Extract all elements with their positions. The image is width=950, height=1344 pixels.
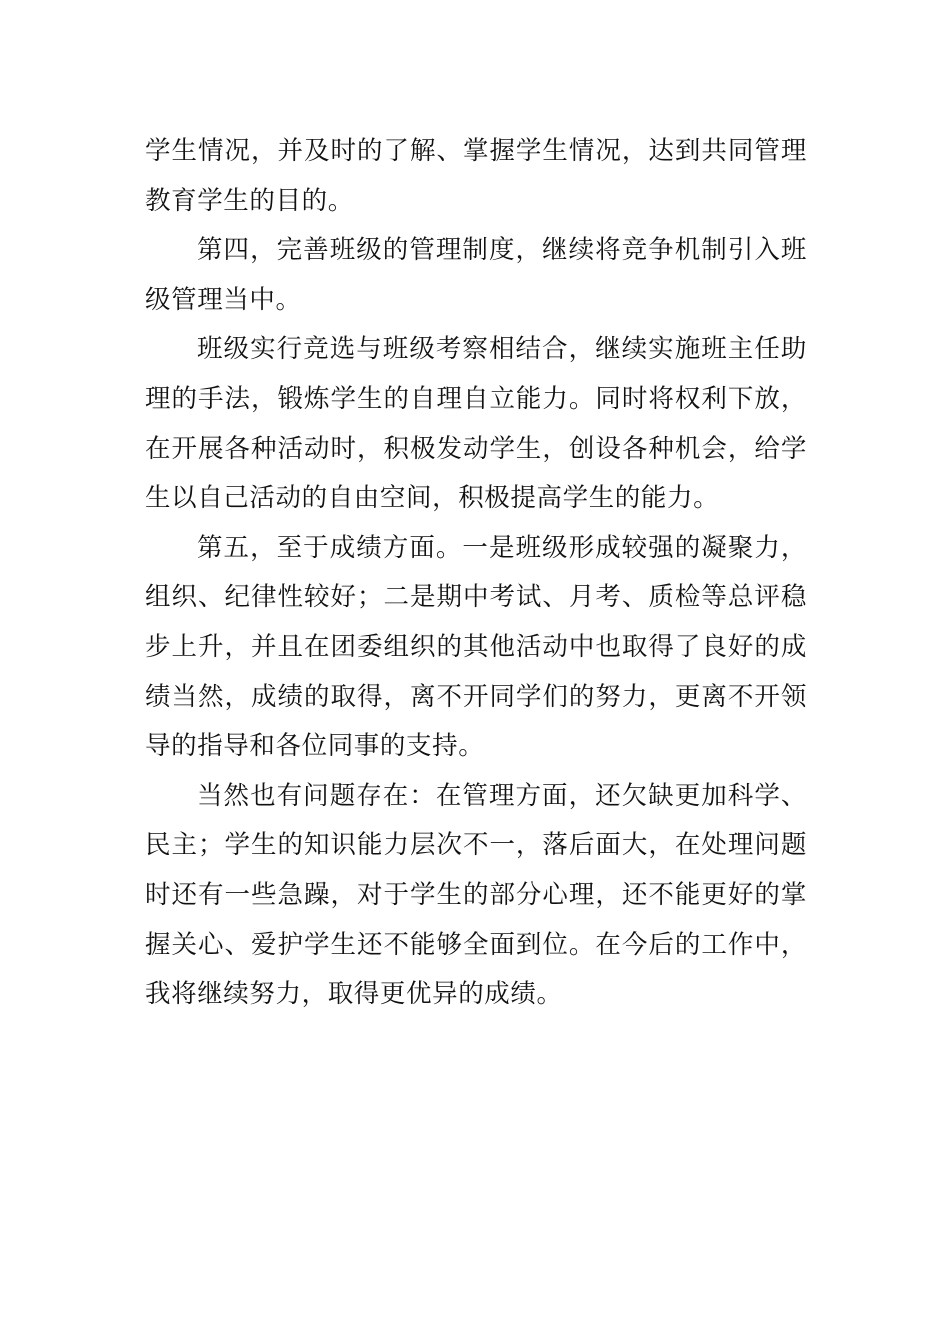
paragraph-point-four: 第四，完善班级的管理制度，继续将竞争机制引入班级管理当中。 [145, 235, 807, 315]
paragraph-problems: 当然也有问题存在：在管理方面，还欠缺更加科学、民主；学生的知识能力层次不一，落后面大，在处理问题时还有一些急躁，对于学生的部分心理，还不能更好的掌握关心、爱护学生还不能够全面到位。在今后的工作中，我将继续努力，取得更优异的成绩。 [145, 780, 807, 1010]
document-body [145, 127, 807, 1020]
paragraph-point-five: 第五，至于成绩方面。一是班级形成较强的凝聚力，组织、纪律性较好；二是期中考试、月考、质检等总评稳步上升，并且在团委组织的其他活动中也取得了良好的成绩当然，成绩的取得，离不开同学们的努力，更离不开领导的指导和各位同事的支持。 [145, 532, 807, 762]
paragraph-continuation: 学生情况，并及时的了解、掌握学生情况，达到共同管理教育学生的目的。 [145, 136, 807, 216]
paragraph-class-election: 班级实行竞选与班级考察相结合，继续实施班主任助理的手法，锻炼学生的自理自立能力。同时将权利下放，在开展各种活动时，积极发动学生，创设各种机会，给学生以自己活动的自由空间，积极提高学生的能力。 [145, 334, 807, 514]
